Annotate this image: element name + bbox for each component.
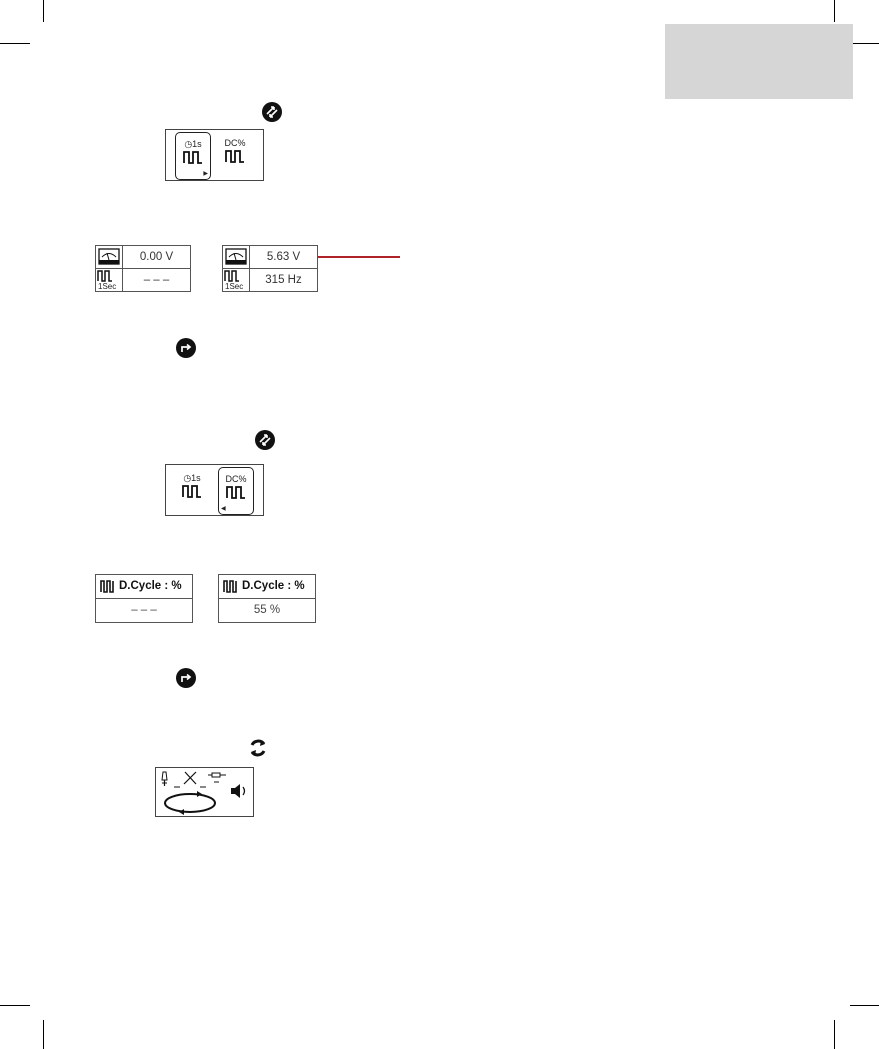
duty-cycle-mode-option: [218, 132, 252, 178]
cycle-button-icon: [247, 737, 269, 759]
crop-mark: [850, 43, 879, 44]
square-wave-icon: [225, 149, 245, 163]
enter-button-icon: [176, 668, 196, 688]
frequency-reading: – – –: [143, 274, 170, 286]
time-base-label: 1Sec: [98, 282, 117, 291]
clock-icon: ◷: [184, 139, 193, 149]
left-arrow-icon: ◀: [221, 506, 226, 512]
mode-option-label: DC%: [224, 138, 246, 148]
frequency-mode-button-icon: [255, 430, 275, 450]
mode-option-label: 1s: [192, 139, 202, 149]
lcd-screen-with-signal: [222, 245, 318, 292]
voltmeter-icon: [96, 246, 123, 268]
lcd-screen-no-signal: [95, 245, 191, 292]
frequency-mode-button-icon: [262, 102, 282, 122]
voltage-reading: 0.00 V: [139, 251, 174, 263]
duty-cycle-title: D.Cycle : %: [119, 580, 182, 592]
mode-option-label: DC%: [225, 474, 247, 484]
duty-cycle-reading: – – –: [131, 604, 157, 616]
lamp-icon: [162, 772, 167, 786]
mode-option-label: 1s: [191, 473, 201, 483]
duty-cycle-screen-with-signal: [218, 574, 316, 623]
time-base-label: 1Sec: [225, 282, 244, 291]
square-wave-icon: [223, 580, 239, 593]
test-leads-icon: [174, 772, 206, 787]
duty-cycle-title: D.Cycle : %: [242, 580, 305, 592]
voltmeter-icon: [223, 246, 250, 268]
voltage-reading: 5.63 V: [266, 251, 301, 263]
frequency-reading: 315 Hz: [265, 274, 302, 286]
frequency-mode-option: [175, 467, 209, 513]
enter-button-icon: [176, 338, 196, 358]
duty-cycle-screen-no-signal: [95, 574, 193, 623]
cycle-arrow-icon: [165, 791, 215, 815]
page-tab: [665, 24, 853, 99]
crop-mark: [0, 1005, 30, 1006]
mode-selector-screen: [165, 464, 264, 516]
function-cycle-screen: [155, 767, 254, 817]
square-wave-icon: [223, 269, 250, 291]
square-wave-icon: [96, 269, 123, 291]
square-wave-icon: [182, 484, 202, 498]
crop-mark: [834, 1020, 835, 1049]
crop-mark: [0, 43, 30, 44]
crop-mark: [43, 1020, 44, 1049]
annotation-leader-line: [318, 256, 400, 258]
crop-mark: [43, 0, 44, 22]
crop-mark: [834, 0, 835, 22]
square-wave-icon: [226, 485, 246, 499]
clock-icon: ◷: [183, 473, 192, 483]
frequency-mode-option: [175, 132, 211, 180]
speaker-icon: [231, 784, 245, 798]
square-wave-icon: [100, 580, 116, 593]
duty-cycle-reading: 55 %: [253, 604, 281, 616]
square-wave-icon: [183, 150, 203, 164]
mode-selector-screen: [165, 129, 264, 181]
duty-cycle-mode-option: [218, 467, 254, 515]
crop-mark: [850, 1005, 879, 1006]
function-cycle-diagram: [156, 768, 253, 816]
right-arrow-icon: ▶: [203, 171, 208, 177]
fuse-icon: [208, 773, 226, 782]
